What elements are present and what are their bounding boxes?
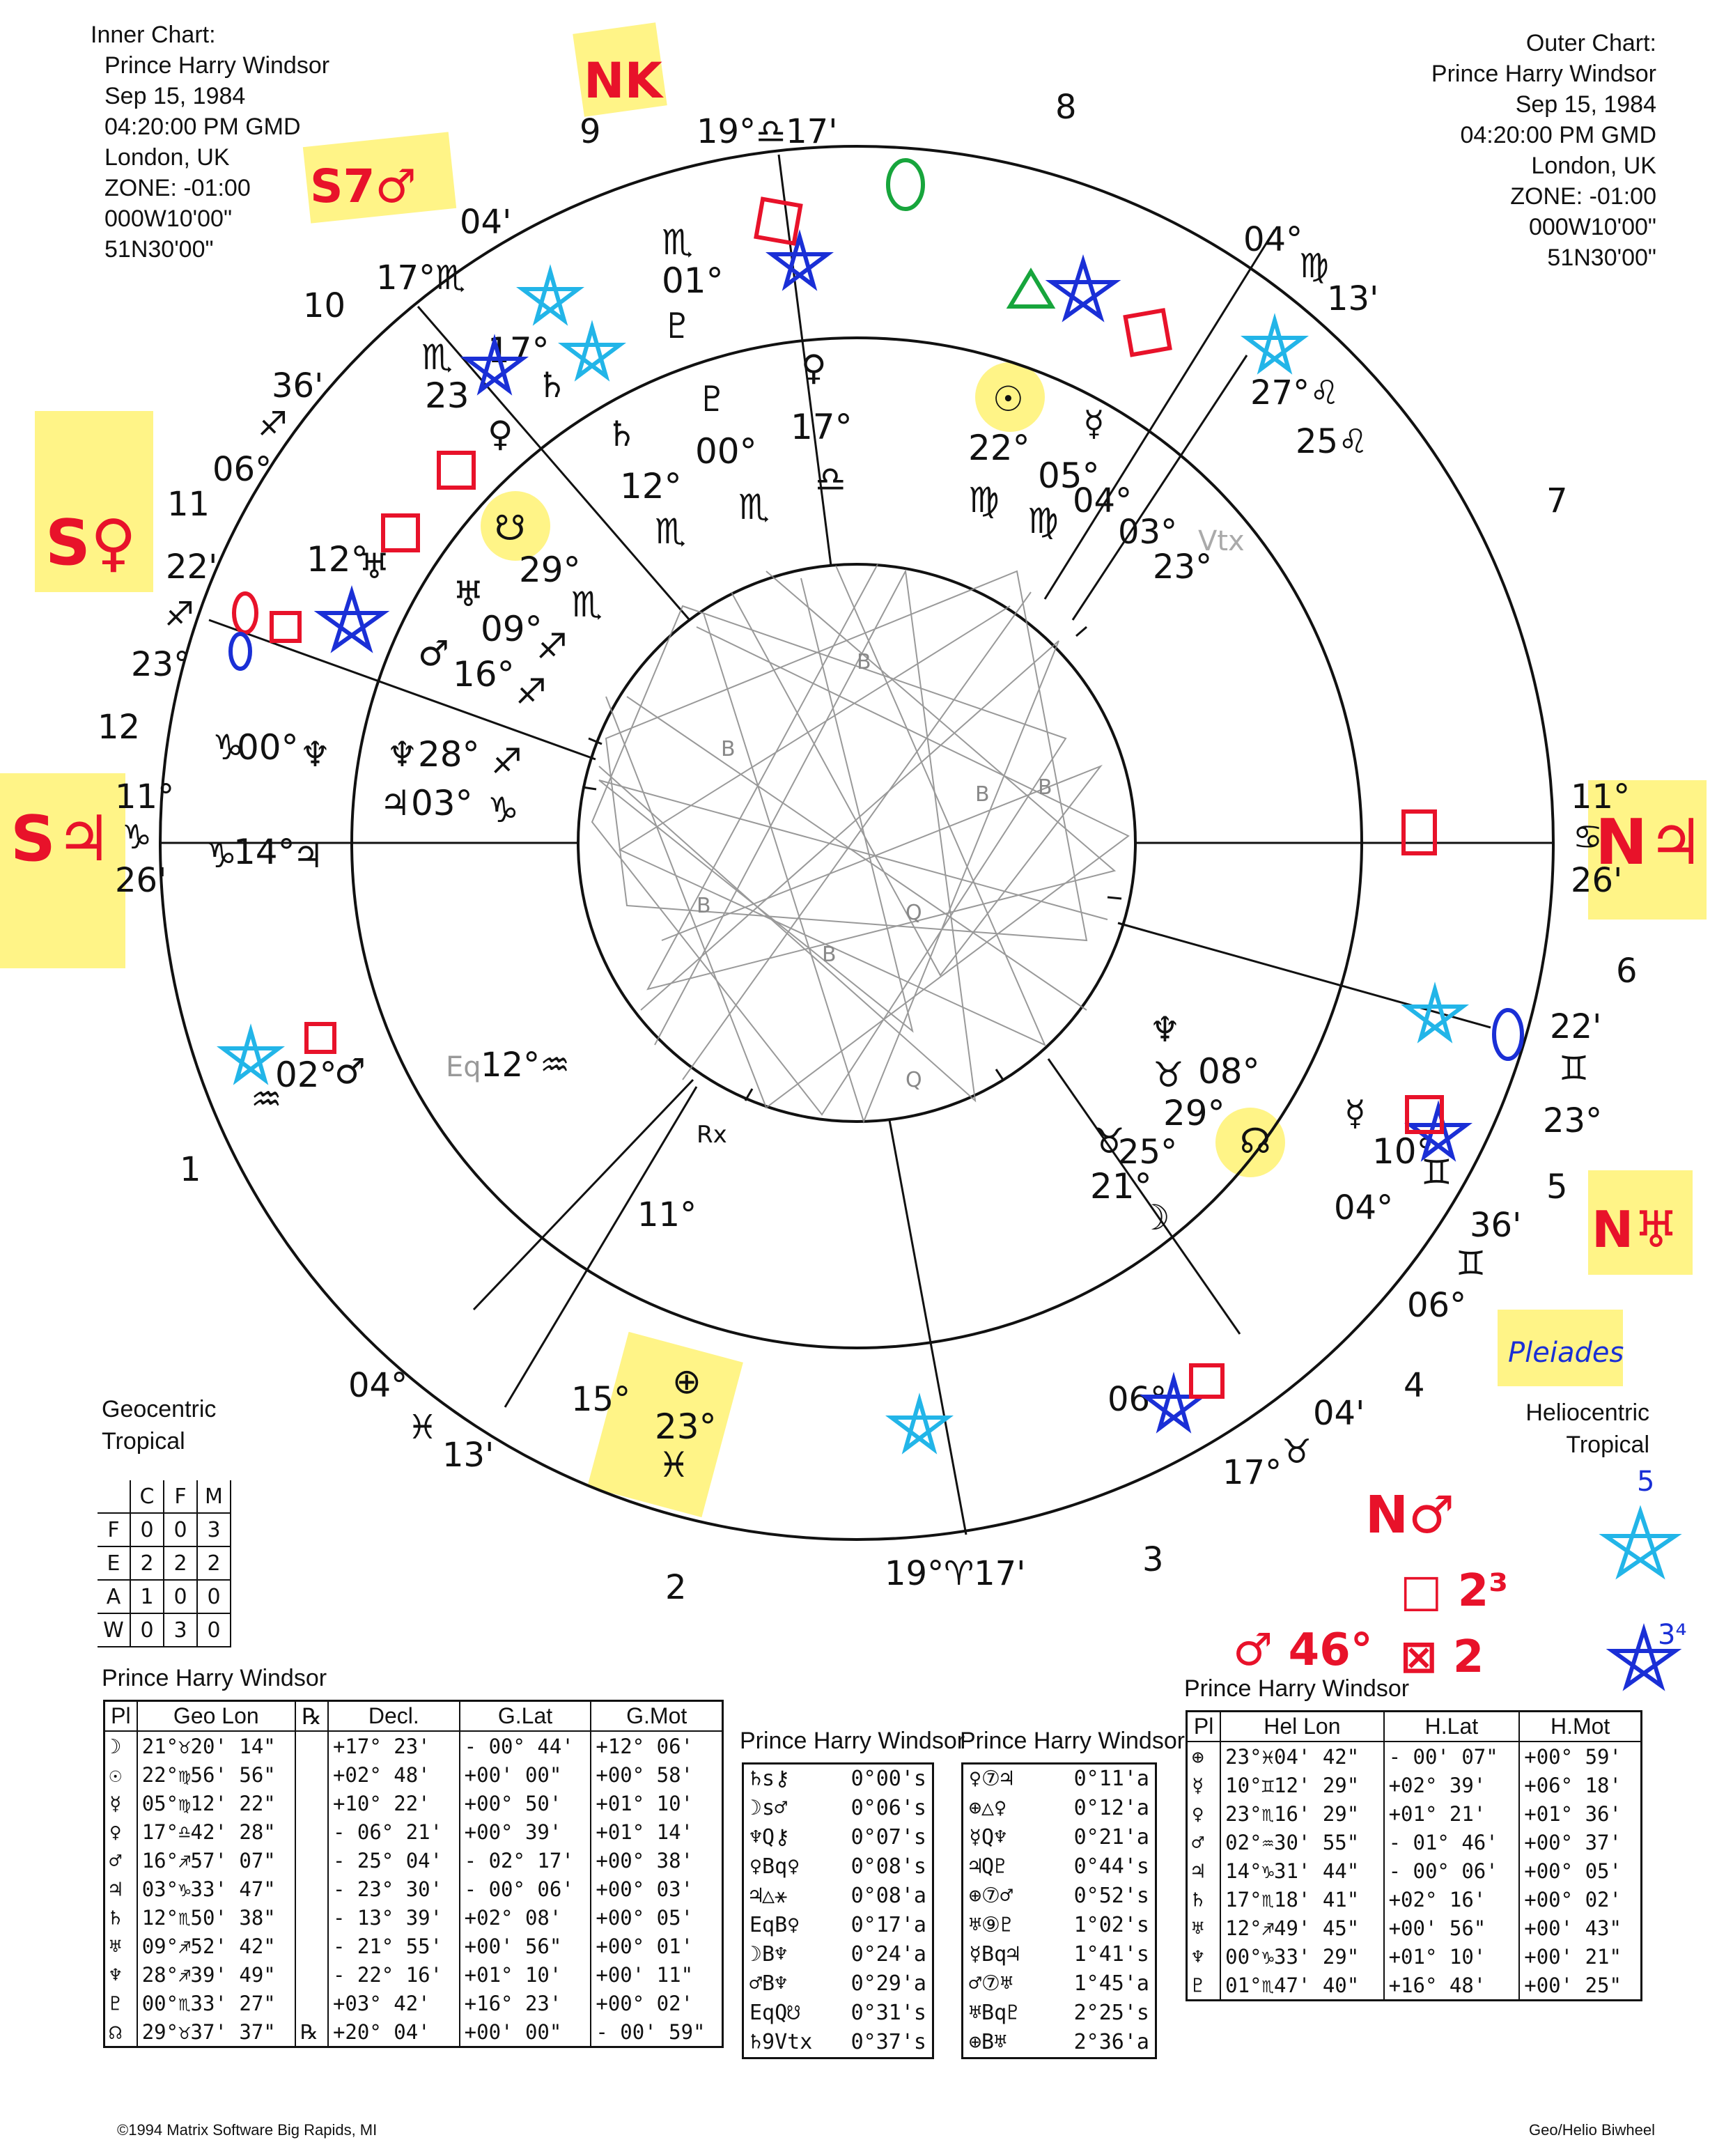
svg-text:29°: 29°	[519, 550, 581, 590]
geo-table-row: ♆ 28°♐39' 49" - 22° 16' +01° 10' +00' 11"	[105, 1960, 722, 1989]
svg-text:00°: 00°	[237, 727, 299, 768]
geo-table-row: ♅ 09°♐52' 42" - 21° 55' +00' 56" +00° 01'	[105, 1932, 722, 1960]
cusp1-deg: 23°	[131, 645, 191, 684]
svg-text:23°: 23°	[1153, 548, 1213, 587]
aspect-orb: 0°08'a	[850, 1884, 926, 1908]
geo-table-row: ☉ 22°♍56' 56" +02° 48' +00' 00" +00° 58'	[105, 1760, 722, 1789]
aspect-orb: 0°52's	[1073, 1884, 1149, 1908]
svg-text:Q: Q	[906, 901, 922, 925]
aspect-pair: ♂⑦♅	[969, 1971, 1013, 1996]
inner-date: Sep 15, 1984	[104, 83, 246, 109]
aspect-orb: 0°07's	[850, 1825, 926, 1849]
aspect-orb: 1°45'a	[1073, 1971, 1149, 1996]
inner-lon: 000W10'00"	[104, 205, 233, 232]
cusp11-deg: 17°♏	[376, 258, 466, 297]
geo-table-row: ☿ 05°♍12' 22" +10° 22' +00° 50' +01° 10'	[105, 1789, 722, 1817]
helio-table-row: ♆ 00°♑33' 29" +01° 10' +00' 21"	[1188, 1942, 1640, 1971]
cusp6-min: 36'	[1470, 1206, 1522, 1245]
aspect-row	[744, 1794, 932, 1823]
aspect-row	[744, 1882, 932, 1911]
svg-text:♂ 46°: ♂ 46°	[1233, 1624, 1373, 1676]
svg-text:♎: ♎	[815, 459, 846, 499]
svg-text:⊠ 2: ⊠ 2	[1400, 1631, 1484, 1683]
house-8: 8	[1055, 88, 1077, 127]
outer-name: Prince Harry Windsor	[1431, 61, 1656, 87]
svg-text:♏: ♏	[738, 487, 770, 527]
aspect-row	[963, 1882, 1155, 1911]
svg-text:♀: ♀	[801, 348, 827, 388]
svg-text:05°: 05°	[1038, 456, 1100, 496]
aspect-pair: ☿Q♆	[969, 1825, 1007, 1849]
cusp3-min: 13'	[442, 1436, 495, 1475]
svg-text:♆: ♆	[387, 734, 418, 775]
geo-table-row: ☊ 29°♉37' 37" ℞ +20° 04' +00' 00" - 00' 59"	[105, 2017, 722, 2046]
svg-text:22°: 22°	[968, 428, 1030, 468]
ic-label: 19°♈17'	[885, 1554, 1026, 1593]
heliocentric-label: Heliocentric Tropical	[1525, 1399, 1649, 1458]
aspect-orb: 0°44's	[1073, 1854, 1149, 1879]
aspect-pair: ☿Bq♃	[969, 1942, 1020, 1967]
svg-text:Eq: Eq	[446, 1051, 481, 1083]
svg-text:♑: ♑	[205, 835, 237, 876]
svg-text:08°: 08°	[1198, 1051, 1260, 1092]
svg-text:♐: ♐	[536, 626, 568, 667]
inner-time: 04:20:00 PM GMD	[104, 114, 301, 140]
asc-min: 26'	[115, 861, 167, 900]
inner-planets	[380, 348, 1270, 1238]
aspect-pair: ♂B♆	[749, 1971, 788, 1996]
cusp9-deg-b: 25♌	[1296, 422, 1369, 461]
svg-text:04°: 04°	[1073, 481, 1133, 520]
mc-label: 19°♎17'	[697, 112, 838, 151]
svg-text:04°: 04°	[1334, 1188, 1394, 1227]
helio-table-row: ♅ 12°♐49' 45" +00' 56" +00' 43"	[1188, 1914, 1640, 1942]
house-3: 3	[1142, 1540, 1164, 1579]
aspect-row	[963, 1765, 1155, 1794]
aspect-row	[744, 1911, 932, 1940]
cusp7-min: 22'	[1550, 1007, 1602, 1046]
svg-text:S♀: S♀	[45, 506, 137, 580]
svg-text:Vtx: Vtx	[1198, 525, 1245, 557]
inner-place: London, UK	[104, 144, 230, 171]
aspect-orb: 1°02's	[1073, 1913, 1149, 1937]
svg-text:♆: ♆	[300, 734, 331, 775]
geo-table-row: ♇ 00°♏33' 27" +03° 42' +16° 23' +00° 02'	[105, 1989, 722, 2017]
house-4: 4	[1404, 1366, 1425, 1405]
geo-positions-table: Pl Geo Lon ℞ Decl. G.Lat G.Mot ☽ 21°♉20' 14" +17° 23' - 00° 44' +12° 06' ☉ 22°♍56' 56" +02° 48' +00' 00" +00° 58' ☿ 05°♍12' 22" +10° 22' +00° 50' +01° 10' ♀ 17°♎42' 28" - 06° 21' +00° 39' +01° 14' ♂ 16°♐57' 07" - 25° 04' - 02° 17' +00° 38' ♃ 03°♑33' 47" - 23° 30' - 00° 06' +00° 03' ♄ 12°♏50' 38" - 13° 39' +02° 08' +00° 05' ♅ 09°♐52' 42" - 21° 55' +00' 56" +00° 01' ♆ 28°♐39' 49" - 22° 16' +01° 10' +00' 11" ♇ 00°♏33' 27" +03° 42' +16° 23' +00° 02' ☊ 29°♉37' 37" ℞ +20° 04' +00' 00" - 00' 59"	[103, 1700, 724, 2048]
svg-text:B: B	[857, 650, 871, 674]
cusp5-sign: ♉	[1282, 1432, 1312, 1471]
svg-text:♏: ♏	[662, 222, 693, 263]
aspect-pair: ♆Q⚷	[749, 1825, 791, 1849]
cusp8-sign: ♍	[1299, 247, 1330, 286]
svg-text:☿: ☿	[1344, 1093, 1366, 1133]
aspect-row	[963, 1911, 1155, 1940]
aspect-orb: 0°24'a	[850, 1942, 926, 1967]
aspect-orb: 0°12'a	[1073, 1796, 1149, 1820]
svg-text:Rx: Rx	[697, 1121, 727, 1149]
svg-text:☉: ☉	[993, 379, 1024, 419]
helio-table-row: ♇ 01°♏47' 40" +16° 48' +00' 25"	[1188, 1971, 1640, 1999]
aspect-pair: ♃△⚹	[749, 1884, 788, 1908]
svg-text:♂: ♂	[334, 1051, 366, 1092]
helio-table-title: Prince Harry Windsor	[1184, 1675, 1410, 1702]
aspect-orb: 1°41's	[1073, 1942, 1149, 1967]
cusp3-sign: ♓	[407, 1408, 438, 1447]
aspect-row	[744, 1823, 932, 1852]
svg-text:B: B	[721, 737, 736, 761]
aspect-orb: 0°06's	[850, 1796, 926, 1820]
svg-text:♐: ♐	[491, 741, 522, 782]
svg-text:B: B	[822, 943, 837, 967]
outer-lat: 51N30'00"	[1547, 245, 1656, 271]
svg-text:23°: 23°	[655, 1406, 717, 1447]
svg-text:♍: ♍	[1027, 501, 1059, 541]
cusp5-deg: 17°	[1222, 1453, 1282, 1492]
svg-text:♇: ♇	[662, 306, 693, 346]
svg-text:29°: 29°	[1163, 1093, 1225, 1133]
aspect-row	[963, 2028, 1155, 2057]
svg-text:☿: ☿	[1083, 403, 1105, 444]
svg-text:B: B	[697, 894, 711, 918]
svg-text:06°: 06°	[1108, 1380, 1167, 1419]
svg-text:☽: ☽	[1139, 1197, 1170, 1238]
aspect-orb: 0°11'a	[1073, 1767, 1149, 1791]
svg-text:♏: ♏	[571, 584, 603, 625]
cusp7-sign: ♊	[1559, 1049, 1590, 1088]
cusp12-deg: 06°	[212, 450, 272, 489]
aspect-row	[963, 1852, 1155, 1882]
aspect-orb: 0°00's	[850, 1767, 926, 1791]
outer-place: London, UK	[1531, 153, 1656, 179]
svg-text:28°: 28°	[418, 734, 480, 775]
svg-text:♑: ♑	[488, 790, 519, 830]
svg-text:02°: 02°	[275, 1055, 337, 1095]
cusp6-deg: 06°	[1407, 1286, 1467, 1325]
inner-lat: 51N30'00"	[104, 236, 214, 263]
aspects-2-title: Prince Harry Windsor	[960, 1728, 1186, 1754]
svg-text:♆: ♆	[1149, 1009, 1181, 1050]
aspect-orb: 2°25's	[1073, 2001, 1149, 2025]
cusp1-min: 22'	[166, 548, 218, 587]
svg-text:S♃: S♃	[10, 802, 112, 876]
svg-text:♃: ♃	[380, 783, 411, 823]
svg-text:5: 5	[1637, 1466, 1655, 1498]
house-12: 12	[98, 708, 141, 747]
house-6: 6	[1616, 952, 1638, 991]
helio-table-row: ⊕ 23°♓04' 42" - 00' 07" +00° 59'	[1188, 1742, 1640, 1771]
inner-zone: ZONE: -01:00	[104, 175, 251, 201]
geo-table-row: ♄ 12°♏50' 38" - 13° 39' +02° 08' +00° 05'	[105, 1903, 722, 1932]
helio-table-row: ♀ 23°♏16' 29" +01° 21' +01° 36'	[1188, 1799, 1640, 1828]
helio-table-row: ♃ 14°♑31' 44" - 00° 06' +00° 05'	[1188, 1856, 1640, 1885]
aspect-row	[963, 1940, 1155, 1969]
aspect-pair: ⊕⑦♂	[969, 1884, 1013, 1908]
cusp11-min: 04'	[460, 203, 512, 242]
aspect-row	[963, 1999, 1155, 2028]
svg-text:♄: ♄	[536, 365, 568, 405]
svg-text:♅: ♅	[359, 546, 390, 587]
cusp1-sign: ♐	[164, 595, 195, 634]
house-cusps	[160, 155, 1553, 1535]
svg-text:♄: ♄	[606, 414, 637, 454]
aspect-pair: ♀Bq♀	[749, 1854, 800, 1879]
cusp9-deg: 27°♌	[1250, 373, 1340, 412]
svg-text:♓: ♓	[658, 1445, 690, 1485]
outer-zone: ZONE: -01:00	[1510, 183, 1656, 210]
geo-table-row: ☽ 21°♉20' 14" +17° 23' - 00° 44' +12° 06'	[105, 1731, 722, 1760]
svg-text:23: 23	[425, 375, 469, 416]
aspects-1-title: Prince Harry Windsor	[740, 1728, 965, 1754]
aspect-row	[963, 1794, 1155, 1823]
aspect-web	[592, 564, 1128, 1122]
svg-text:♍: ♍	[968, 480, 1000, 520]
aspect-orb: 0°17'a	[850, 1913, 926, 1937]
svg-text:03°: 03°	[411, 783, 473, 823]
svg-text:♊: ♊	[1421, 1152, 1452, 1193]
svg-text:☋: ☋	[495, 508, 526, 548]
svg-text:NK: NK	[584, 52, 662, 109]
aspect-row	[744, 1852, 932, 1882]
svg-text:00°: 00°	[695, 431, 757, 472]
geocentric-label: Geocentric Tropical	[102, 1396, 217, 1455]
dsc-sign: ♋	[1573, 818, 1603, 857]
house-7: 7	[1546, 481, 1568, 520]
svg-text:12°: 12°	[306, 539, 368, 580]
cusp5-min: 04'	[1313, 1394, 1365, 1433]
aspects-list-2	[961, 1762, 1157, 2059]
svg-text:S7♂: S7♂	[310, 160, 417, 213]
aspect-orb: 0°37's	[850, 2030, 926, 2054]
svg-text:25°: 25°	[1118, 1133, 1178, 1172]
house-2: 2	[665, 1568, 687, 1607]
aspect-pair: ☽s♂	[749, 1796, 788, 1820]
aspect-row	[744, 1969, 932, 1999]
svg-text:♉: ♉	[1153, 1055, 1184, 1095]
aspect-pair: ⊕△♀	[969, 1796, 1007, 1820]
aspect-pair: ♅⑨♇	[969, 1913, 1013, 1937]
svg-text:♑: ♑	[212, 727, 244, 768]
dsc-deg: 11°	[1571, 777, 1631, 816]
svg-text:♇: ♇	[697, 379, 728, 419]
svg-text:12°♒: 12°♒	[481, 1046, 570, 1085]
aspect-row	[744, 1765, 932, 1794]
svg-text:♉: ♉	[1094, 1121, 1125, 1161]
cusp8-deg: 04°	[1243, 220, 1303, 259]
svg-text:01°: 01°	[662, 261, 724, 301]
aspect-row	[744, 1999, 932, 2028]
svg-text:♅: ♅	[453, 574, 484, 614]
svg-text:11°: 11°	[637, 1195, 697, 1234]
svg-text:B: B	[975, 782, 990, 807]
aspect-pair: ♅Bq♇	[969, 2001, 1020, 2025]
aspect-pair: ♀⑦♃	[969, 1767, 1013, 1791]
svg-text:03°: 03°	[1118, 513, 1178, 552]
svg-text:09°: 09°	[481, 609, 543, 649]
svg-text:21°: 21°	[1090, 1166, 1152, 1207]
footer-chart-type: Geo/Helio Biwheel	[1529, 2121, 1655, 2139]
aspect-orb: 0°29'a	[850, 1971, 926, 1996]
helio-positions-table: Pl Hel Lon H.Lat H.Mot ⊕ 23°♓04' 42" - 00' 07" +00° 59' ☿ 10°♊12' 29" +02° 39' +06° 18' ♀ 23°♏16' 29" +01° 21' +01° 36' ♂ 02°♒30' 55" - 01° 46' +00° 37' ♃ 14°♑31' 44" - 00° 06' +00° 05' ♄ 17°♏18' 41" +02° 16' +00° 02' ♅ 12°♐49' 45" +00' 56" +00' 43" ♆ 00°♑33' 29" +01° 10' +00' 21" ♇ 01°♏47' 40" +16° 48' +00' 25"	[1186, 1710, 1642, 2001]
svg-text:♏: ♏	[421, 337, 453, 378]
cusp8-min: 13'	[1327, 279, 1379, 318]
aspect-orb: 0°08's	[850, 1854, 926, 1879]
svg-text:14°: 14°	[233, 832, 295, 872]
svg-text:Q: Q	[906, 1068, 922, 1092]
svg-text:♃: ♃	[293, 835, 324, 876]
inner-chart-label: Inner Chart:	[91, 22, 216, 48]
cusp7-deg: 23°	[1543, 1101, 1603, 1140]
svg-text:♏: ♏	[655, 511, 686, 552]
svg-text:♐: ♐	[515, 672, 547, 712]
cusp6-sign: ♊	[1456, 1244, 1486, 1283]
helio-table-row: ♄ 17°♏18' 41" +02° 16' +00° 02'	[1188, 1885, 1640, 1914]
outer-lon: 000W10'00"	[1528, 214, 1656, 240]
svg-text:3⁴: 3⁴	[1658, 1619, 1687, 1651]
geo-table-row: ♂ 16°♐57' 07" - 25° 04' - 02° 17' +00° 38'	[105, 1846, 722, 1875]
geo-table-row: ♃ 03°♑33' 47" - 23° 30' - 00° 06' +00° 03'	[105, 1875, 722, 1903]
geo-table-title: Prince Harry Windsor	[102, 1665, 327, 1691]
aspect-orb: 2°36'a	[1073, 2030, 1149, 2054]
aspect-pair: ♄9Vtx	[749, 2030, 813, 2054]
svg-text:12°: 12°	[620, 466, 682, 506]
helio-table-row: ♂ 02°♒30' 55" - 01° 46' +00° 37'	[1188, 1828, 1640, 1856]
svg-text:Pleiades: Pleiades	[1508, 1337, 1624, 1369]
dsc-min: 26'	[1571, 861, 1623, 900]
cusp3-deg: 04°	[348, 1366, 408, 1405]
aspect-pair: ☽B♆	[749, 1942, 788, 1967]
svg-text:☊: ☊	[1240, 1121, 1271, 1161]
svg-text:N♅: N♅	[1592, 1200, 1679, 1259]
helio-table-row: ☿ 10°♊12' 29" +02° 39' +06° 18'	[1188, 1771, 1640, 1799]
asc-deg: 11°	[115, 777, 175, 816]
aspect-row	[963, 1969, 1155, 1999]
svg-text:♂: ♂	[418, 633, 449, 674]
svg-text:B: B	[1038, 775, 1052, 800]
geo-table-row: ♀ 17°♎42' 28" - 06° 21' +00° 39' +01° 14'	[105, 1817, 722, 1846]
aspect-orb: 0°31's	[850, 2001, 926, 2025]
svg-text:17°: 17°	[488, 330, 550, 371]
aspect-pair: ⊕B♅	[969, 2030, 1007, 2054]
aspect-row	[744, 2028, 932, 2057]
outer-date: Sep 15, 1984	[1515, 91, 1656, 118]
svg-text:16°: 16°	[453, 654, 515, 695]
svg-text:♒: ♒	[251, 1079, 282, 1119]
inner-name: Prince Harry Windsor	[104, 52, 330, 79]
svg-text:N♃: N♃	[1595, 806, 1704, 879]
outer-time: 04:20:00 PM GMD	[1460, 122, 1656, 148]
aspect-pair: EqB♀	[749, 1913, 800, 1937]
asc-sign: ♑	[122, 818, 153, 857]
svg-text:10°: 10°	[1372, 1131, 1434, 1172]
element-modality-table: C F M F 0 0 3 E 2 2 2 A 1 0 0 W 0 3 0	[98, 1480, 231, 1647]
svg-text:♀: ♀	[488, 414, 513, 454]
outer-chart-label: Outer Chart:	[1525, 30, 1656, 56]
aspect-pair: ♃Q♇	[969, 1854, 1007, 1879]
aspects-list-1	[742, 1762, 934, 2059]
svg-text:N♂: N♂	[1365, 1485, 1455, 1545]
svg-text:15°: 15°	[571, 1380, 631, 1419]
house-11: 11	[167, 485, 210, 524]
aspect-pair: EqQ☋	[749, 2001, 800, 2025]
aspect-pair: ♄s⚷	[749, 1767, 791, 1791]
cusp12-sign: ♐	[258, 405, 288, 444]
aspect-row	[963, 1823, 1155, 1852]
house-5: 5	[1546, 1168, 1568, 1207]
house-1: 1	[180, 1150, 201, 1189]
house-9: 9	[580, 112, 601, 151]
aspect-row	[744, 1940, 932, 1969]
svg-text:17°: 17°	[791, 407, 853, 447]
svg-text:□ 2³: □ 2³	[1400, 1565, 1509, 1617]
aspect-orb: 0°21'a	[1073, 1825, 1149, 1849]
cusp12-min: 36'	[272, 366, 324, 405]
house-10: 10	[303, 286, 346, 325]
svg-text:⊕: ⊕	[672, 1361, 701, 1402]
footer-copyright: ©1994 Matrix Software Big Rapids, MI	[117, 2121, 378, 2139]
